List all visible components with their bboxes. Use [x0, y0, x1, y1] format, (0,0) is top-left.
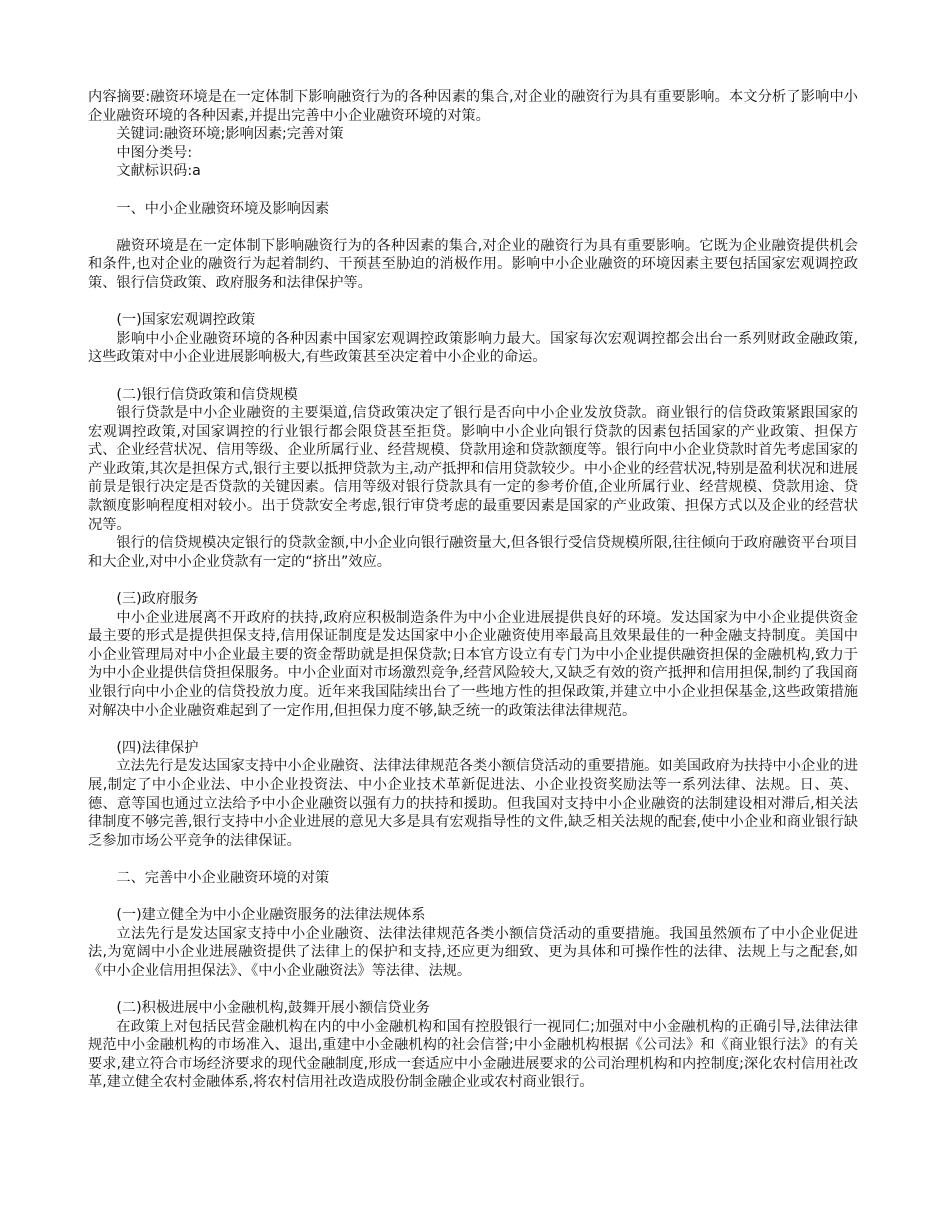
abstract: 内容摘要:融资环境是在一定体制下影响融资行为的各种因素的集合,对企业的融资行为具有重要影响。本文分析了影响中小企业融资环境的各种因素,并提出完善中小企业融资环境的对策。 — [88, 89, 858, 124]
section-1-1-heading: (一)国家宏观调控政策 — [116, 312, 256, 329]
document-code: 文献标识码:a — [116, 163, 201, 180]
keywords: 关键词:融资环境;影响因素;完善对策 — [116, 126, 344, 143]
spacer — [88, 181, 858, 200]
section-1-4-heading: (四)法律保护 — [116, 739, 199, 756]
spacer — [88, 720, 858, 739]
clc-number: 中图分类号: — [116, 144, 193, 161]
section-2-2-paragraph: 在政策上对包括民营金融机构在内的中小金融机构和国有控股银行一视同仁;加强对中小金融机构的正确引导,法律法律规范中小金融机构的市场准入、退出,重建中小金融机构的社会信誉;中小金融机构根据《公司法》和《商业银行法》的有关要求,建立符合市场经济要求的现代金融制度,形成一套适应中小金融进展要求的公司治理机构和内控制度;深化农村信用社改革,建立健全农村金融体系,将农村信用社改造成股份制金融企业或农村商业银行。 — [88, 1018, 858, 1091]
spacer — [88, 981, 858, 1000]
spacer — [88, 850, 858, 869]
spacer — [88, 571, 858, 590]
section-2-1-heading: (一)建立健全为中小企业融资服务的法律法规体系 — [116, 907, 426, 924]
section-1-2-paragraph-1: 银行贷款是中小企业融资的主要渠道,信贷政策决定了银行是否向中小企业发放贷款。商业银行的信贷政策紧跟国家的宏观调控政策,对国家调控的行业银行都会限贷甚至拒贷。影响中小企业向银行贷款的因素包括国家的产业政策、担保方式、企业经营状况、信用等级、企业所属行业、经营规模、贷款用途和贷款额度等。银行向中小企业贷款时首先考虑国家的产业政策,其次是担保方式,银行主要以抵押贷款为主,动产抵押和信用贷款较少。中小企业的经营状况,特别是盈利状况和进展前景是银行决定是否贷款的关键因素。信用等级对银行贷款具有一定的参考价值,企业所属行业、经营规模、贷款用途、贷款额度影响程度相对较小。出于贷款安全考虑,银行审贷考虑的最重要因素是国家的产业政策、担保方式以及企业的经营状况等。 — [88, 405, 858, 533]
section-1-3-paragraph: 中小企业进展离不开政府的扶持,政府应积极制造条件为中小企业进展提供良好的环境。发达国家为中小企业提供资金最主要的形式是提供担保支持,信用保证制度是发达国家中小企业融资使用率最高且效果最佳的一种金融支持制度。美国中小企业管理局对中小企业最主要的资金帮助就是担保贷款;日本官方设立有专门为中小企业提供融资担保的金融机构,致力于为中小企业提供信贷担保服务。中小企业面对市场激烈竞争,经营风险较大,又缺乏有效的资产抵押和信用担保,制约了我国商业银行向中小企业的信贷投放力度。近年来我国陆续出台了一些地方性的担保政策,并建立中小企业担保基金,这些政策措施对解决中小企业融资难起到了一定作用,但担保力度不够,缺乏统一的政策法律法律规范。 — [88, 609, 858, 719]
section-1-1-paragraph: 影响中小企业融资环境的各种因素中国家宏观调控政策影响力最大。国家每次宏观调控都会出台一系列财政金融政策,这些政策对中小企业进展影响极大,有些政策甚至决定着中小企业的命运。 — [88, 330, 858, 366]
section-1-2-paragraph-2: 银行的信贷规模决定银行的贷款金额,中小企业向银行融资量大,但各银行受信贷规模所限,往往倾向于政府融资平台项目和大企业,对中小企业贷款有一定的“挤出”效应。 — [88, 535, 858, 570]
section-2-2-heading: (二)积极进展中小金融机构,鼓舞开展小额信贷业务 — [116, 1000, 430, 1017]
section-1-2-heading: (二)银行信贷政策和信贷规模 — [116, 386, 298, 403]
section-1-intro: 融资环境是在一定体制下影响融资行为的各种因素的集合,对企业的融资行为具有重要影响。它既为企业融资提供机会和条件,也对企业的融资行为起着制约、干预甚至胁迫的消极作用。影响中小企业融资的环境因素主要包括国家宏观调控政策、银行信贷政策、政府服务和法律保护等。 — [88, 237, 858, 291]
document-page — [88, 88, 858, 1092]
section-1-4-paragraph: 立法先行是发达国家支持中小企业融资、法律法律规范各类小额信贷活动的重要措施。如美国政府为扶持中小企业的进展,制定了中小企业法、中小企业投资法、中小企业技术革新促进法、小企业投资奖励法等一系列法律、法规。日、英、德、意等国也通过立法给予中小企业融资以强有力的扶持和援助。但我国对支持中小企业融资的法制建设相对滞后,相关法律制度不够完善,银行支持中小企业进展的意见大多是具有宏观指导性的文件,缺乏相关法规的配套,使中小企业和商业银行缺乏参加市场公平竞争的法律保证。 — [88, 758, 858, 849]
spacer — [88, 293, 858, 312]
section-2-1-paragraph: 立法先行是发达国家支持中小企业融资、法律法律规范各类小额信贷活动的重要措施。我国虽然颁布了中小企业促进法,为宽阔中小企业进展融资提供了法律上的保护和支持,还应更为细致、更为具体和可操作性的法律、法规上与之配套,如《中小企业信用担保法》、《中小企业融资法》等法律、法规。 — [88, 925, 858, 979]
spacer — [88, 218, 858, 237]
section-2-title: 二、完善中小企业融资环境的对策 — [116, 869, 330, 886]
spacer — [88, 367, 858, 386]
section-1-title: 一、中小企业融资环境及影响因素 — [116, 200, 330, 217]
spacer — [88, 888, 858, 907]
section-1-3-heading: (三)政府服务 — [116, 591, 199, 608]
